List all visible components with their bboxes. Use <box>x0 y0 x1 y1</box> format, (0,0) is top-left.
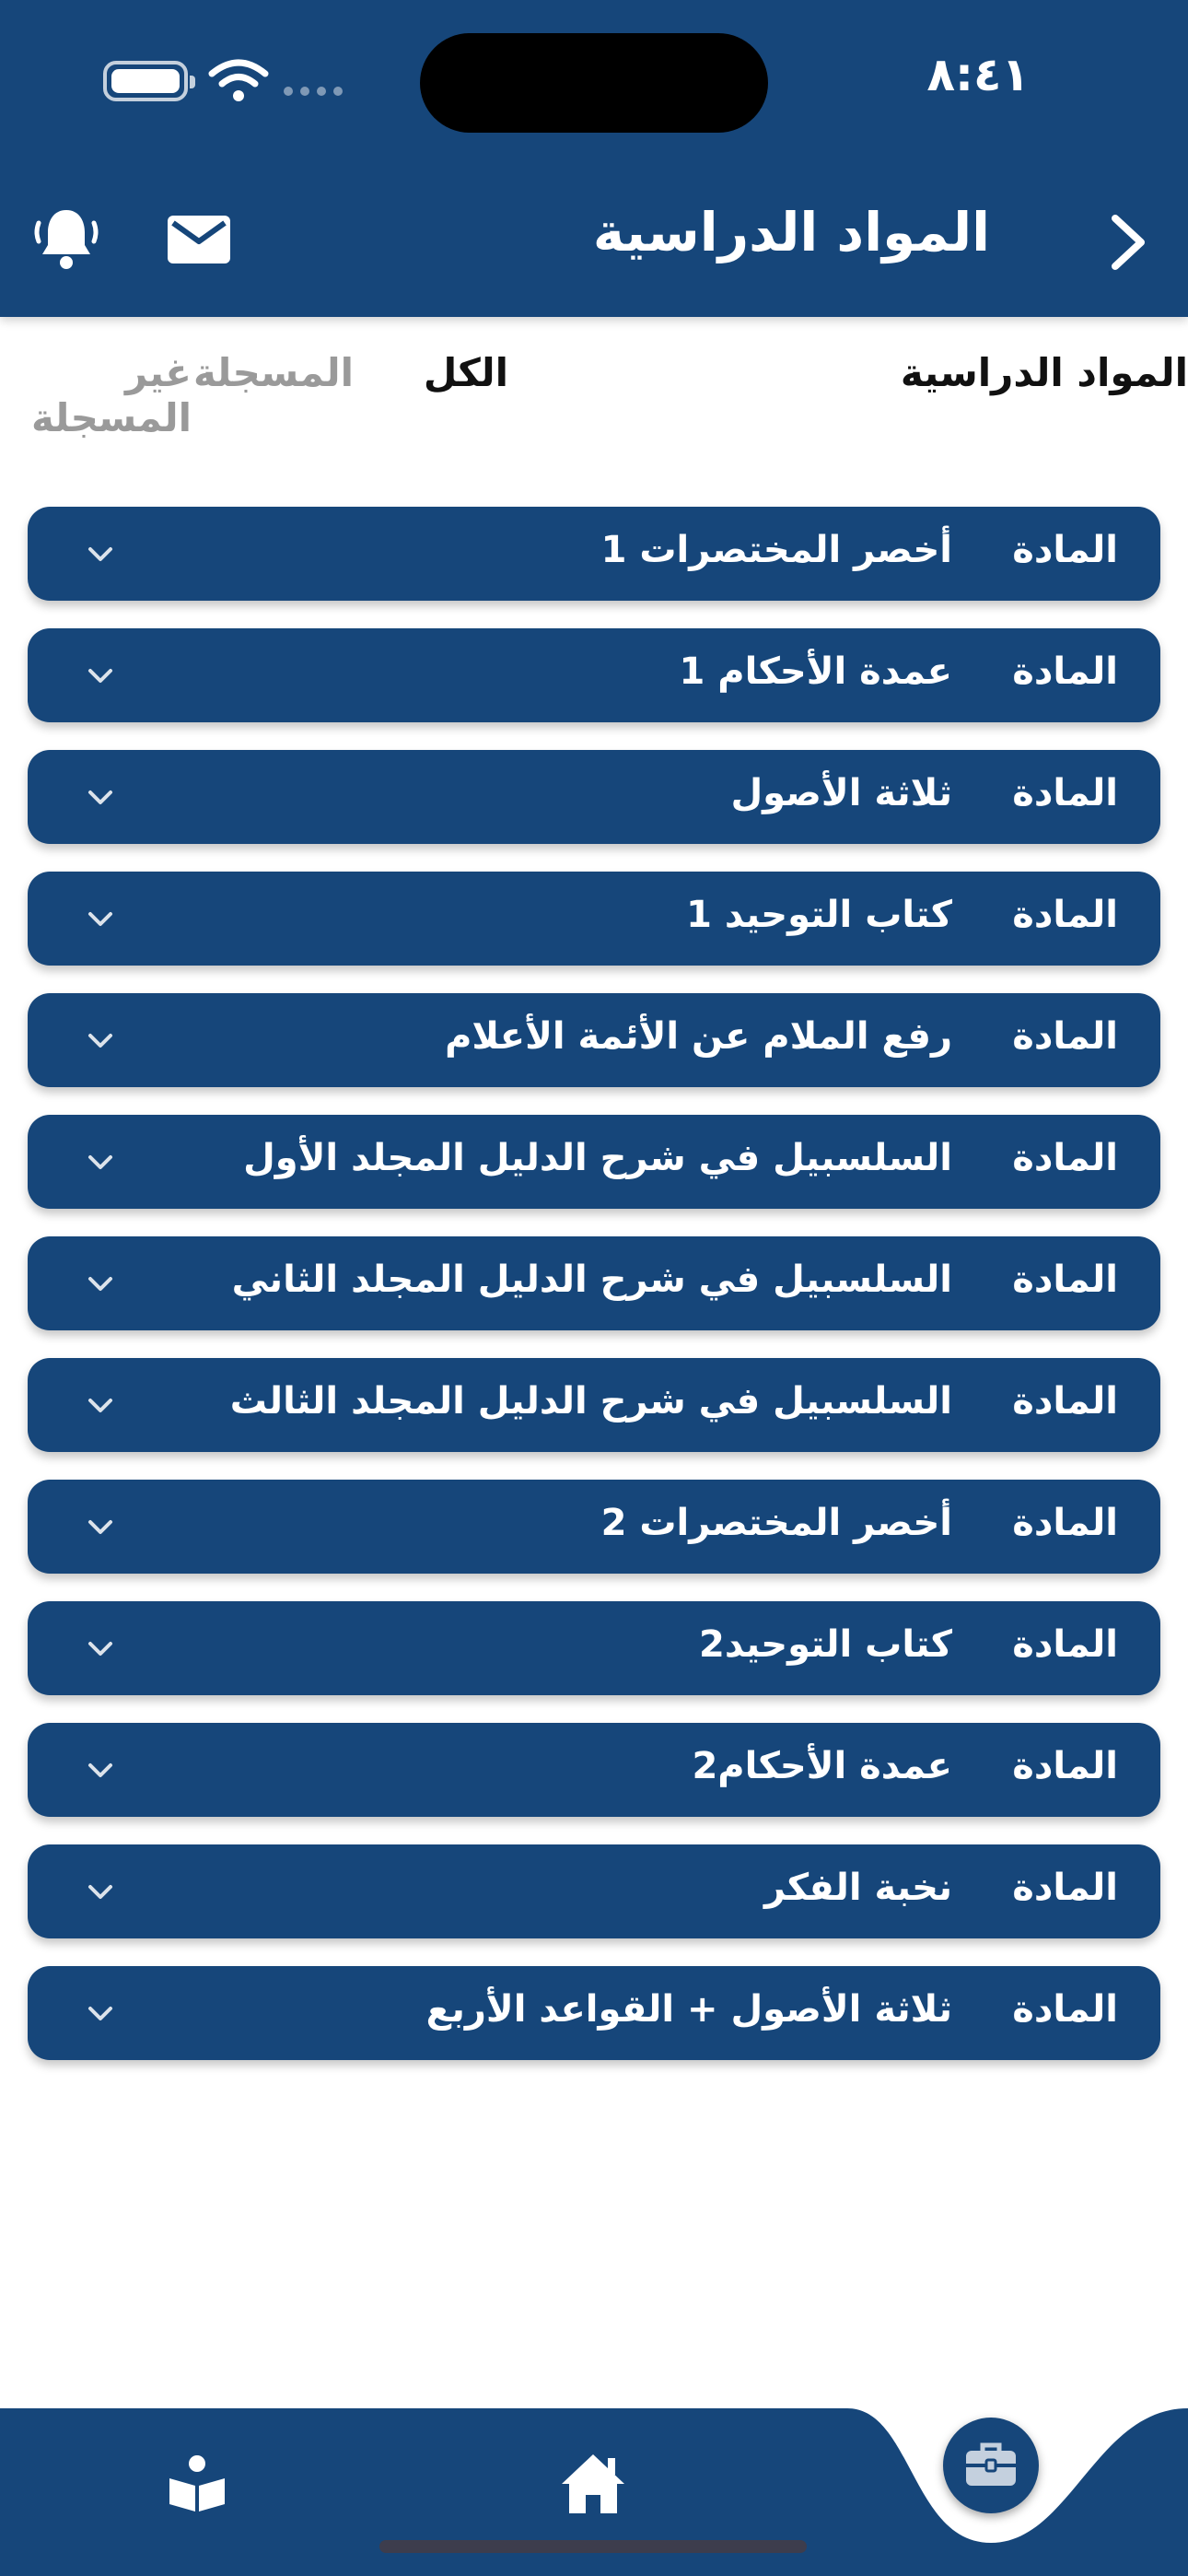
subject-row[interactable] <box>28 628 1160 722</box>
briefcase-icon <box>964 2441 1018 2489</box>
subject-name: ثلاثة الأصول + القواعد الأربع <box>425 1988 952 2031</box>
chevron-down-icon <box>81 778 120 816</box>
subject-name: السلسبيل في شرح الدليل المجلد الأول <box>243 1137 952 1179</box>
subject-name: نخبة الفكر <box>763 1867 952 1909</box>
tab-registered[interactable]: المسجلة <box>193 350 354 395</box>
status-time: ٨:٤١ <box>926 48 1030 101</box>
subject-list <box>28 507 1160 2088</box>
chevron-down-icon <box>81 1264 120 1303</box>
subject-label: المادة <box>1012 1015 1118 1058</box>
tab-unregistered[interactable]: غير المسجلة <box>31 350 192 440</box>
mail-icon[interactable] <box>166 212 232 267</box>
subject-row[interactable] <box>28 1358 1160 1452</box>
subject-name: ثلاثة الأصول <box>730 772 952 814</box>
chevron-down-icon <box>81 1751 120 1789</box>
dynamic-island <box>420 33 768 133</box>
chevron-down-icon <box>81 1021 120 1060</box>
subject-row[interactable] <box>28 872 1160 966</box>
subject-row[interactable] <box>28 750 1160 844</box>
subject-label: المادة <box>1012 1137 1118 1179</box>
signal-icon <box>284 87 343 96</box>
subject-label: المادة <box>1012 772 1118 814</box>
subject-name: عمدة الأحكام 1 <box>679 650 952 693</box>
chevron-down-icon <box>81 1142 120 1181</box>
chevron-down-icon <box>81 899 120 938</box>
subject-label: المادة <box>1012 1380 1118 1423</box>
subject-row[interactable] <box>28 993 1160 1087</box>
home-indicator <box>379 2540 807 2553</box>
chevron-down-icon <box>81 656 120 695</box>
battery-icon <box>103 61 188 101</box>
subject-label: المادة <box>1012 529 1118 571</box>
subject-row[interactable] <box>28 1115 1160 1209</box>
chevron-down-icon <box>81 1507 120 1546</box>
subject-label: المادة <box>1012 650 1118 693</box>
subject-row[interactable] <box>28 1480 1160 1574</box>
subject-name: كتاب التوحيد 1 <box>686 894 952 936</box>
wifi-icon <box>208 57 269 103</box>
subject-name: أخصر المختصرات 1 <box>600 529 952 571</box>
subject-name: رفع الملام عن الأئمة الأعلام <box>445 1015 952 1058</box>
subject-name: السلسبيل في شرح الدليل المجلد الثاني <box>231 1259 952 1301</box>
reading-icon[interactable] <box>164 2451 230 2517</box>
subject-row[interactable] <box>28 1844 1160 1938</box>
home-icon[interactable] <box>556 2447 630 2521</box>
app-header <box>0 0 1188 317</box>
section-title: المواد الدراسية <box>900 350 1188 395</box>
subject-label: المادة <box>1012 1988 1118 2031</box>
chevron-down-icon <box>81 1629 120 1668</box>
subject-name: عمدة الأحكام2 <box>692 1745 952 1787</box>
subject-label: المادة <box>1012 894 1118 936</box>
chevron-down-icon <box>81 1994 120 2032</box>
subject-row[interactable] <box>28 507 1160 601</box>
back-button[interactable] <box>1096 205 1160 280</box>
subject-name: كتاب التوحيد2 <box>699 1623 952 1666</box>
subject-label: المادة <box>1012 1259 1118 1301</box>
subject-label: المادة <box>1012 1623 1118 1666</box>
subject-name: أخصر المختصرات 2 <box>600 1502 952 1544</box>
chevron-down-icon <box>81 1872 120 1911</box>
subject-name: السلسبيل في شرح الدليل المجلد الثالث <box>229 1380 952 1423</box>
chevron-down-icon <box>81 534 120 573</box>
chevron-down-icon <box>81 1386 120 1424</box>
subjects-nav-button[interactable] <box>943 2418 1039 2513</box>
chevron-right-icon <box>1108 213 1148 272</box>
subject-row[interactable] <box>28 1723 1160 1817</box>
subject-label: المادة <box>1012 1745 1118 1787</box>
subject-row[interactable] <box>28 1966 1160 2060</box>
filter-bar <box>0 350 1188 440</box>
subject-label: المادة <box>1012 1502 1118 1544</box>
subject-row[interactable] <box>28 1601 1160 1695</box>
notification-bell-icon[interactable] <box>33 205 99 273</box>
subject-row[interactable] <box>28 1236 1160 1330</box>
page-title: المواد الدراسية <box>592 201 990 263</box>
subject-label: المادة <box>1012 1867 1118 1909</box>
tab-all[interactable]: الكل <box>423 350 508 395</box>
